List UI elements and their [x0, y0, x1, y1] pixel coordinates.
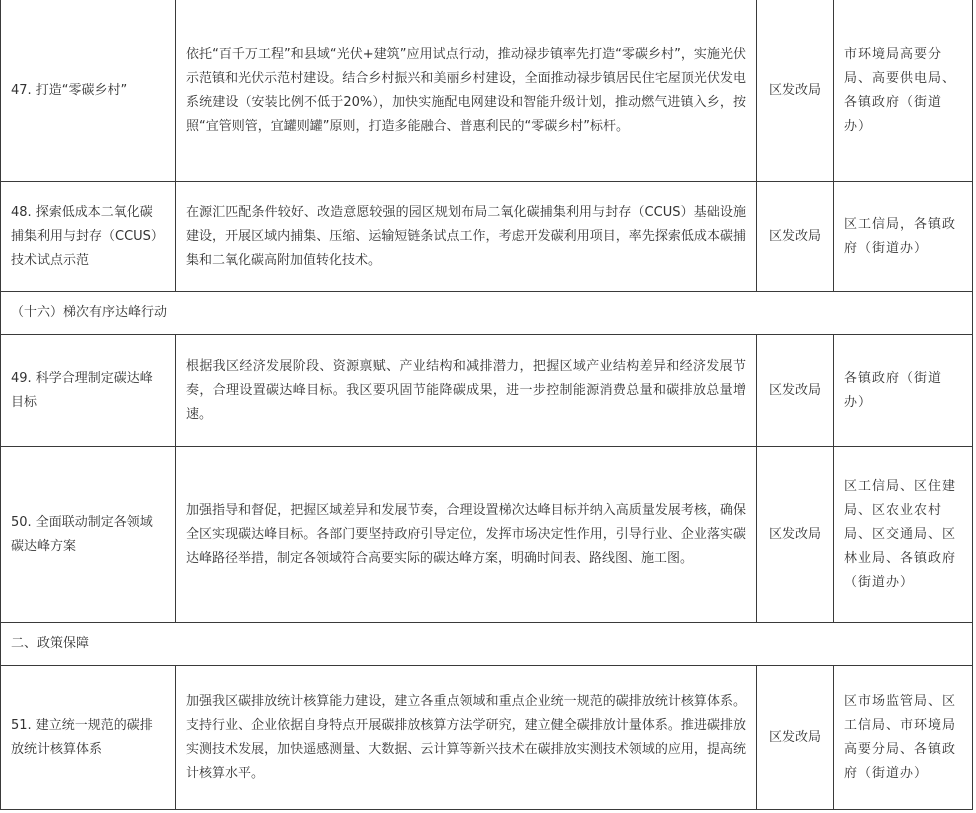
lead-department-cell: 区发改局: [757, 0, 834, 182]
lead-department-cell: 区发改局: [757, 335, 834, 447]
task-cell: 51. 建立统一规范的碳排放统计核算体系: [1, 666, 176, 810]
section-heading: （十六）梯次有序达峰行动: [1, 292, 973, 335]
task-cell: 47. 打造“零碳乡村”: [1, 0, 176, 182]
content-cell: 加强指导和督促，把握区域差异和发展节奏，合理设置梯次达峰目标并纳入高质量发展考核，确保全区实现碳达峰目标。各部门要坚持政府引导定位，发挥市场决定性作用，引导行业、企业落实碳达峰路径举措，制定各领域符合高要实际的碳达峰方案，明确时间表、路线图、施工图。: [176, 447, 757, 623]
section-row: [1, 292, 973, 335]
cooperating-departments-cell: 区工信局、区住建局、区农业农村局、区交通局、区林业局、各镇政府（街道办）: [834, 447, 973, 623]
table-row: [1, 0, 973, 182]
content-cell: 在源汇匹配条件较好、改造意愿较强的园区规划布局二氧化碳捕集利用与封存（CCUS）基础设施建设，开展区域内捕集、压缩、运输短链条试点工作，考虑开发碳利用项目，率先探索低成本碳捕集和二氧化碳高附加值转化技术。: [176, 182, 757, 292]
content-cell: 依托“百千万工程”和县域“光伏+建筑”应用试点行动，推动禄步镇率先打造“零碳乡村”，实施光伏示范镇和光伏示范村建设。结合乡村振兴和美丽乡村建设，全面推动禄步镇居民住宅屋顶光伏发电系统建设（安装比例不低于20%），加快实施配电网建设和智能升级计划，推动燃气进镇入乡，按照“宜管则管，宜罐则罐”原则，打造多能融合、普惠利民的“零碳乡村”标杆。: [176, 0, 757, 182]
table-row: [1, 447, 973, 623]
lead-department-cell: 区发改局: [757, 447, 834, 623]
task-cell: 48. 探索低成本二氧化碳捕集利用与封存（CCUS）技术试点示范: [1, 182, 176, 292]
content-cell: 加强我区碳排放统计核算能力建设，建立各重点领域和重点企业统一规范的碳排放统计核算体系。支持行业、企业依据自身特点开展碳排放核算方法学研究，建立健全碳排放计量体系。推进碳排放实测技术发展，加快遥感测量、大数据、云计算等新兴技术在碳排放实测技术领域的应用，提高统计核算水平。: [176, 666, 757, 810]
section-heading: 二、政策保障: [1, 623, 973, 666]
cooperating-departments-cell: 市环境局高要分局、高要供电局、各镇政府（街道办）: [834, 0, 973, 182]
cooperating-departments-cell: 各镇政府（街道办）: [834, 335, 973, 447]
lead-department-cell: 区发改局: [757, 182, 834, 292]
table-row: [1, 335, 973, 447]
table-row: [1, 182, 973, 292]
cooperating-departments-cell: 区工信局，各镇政府（街道办）: [834, 182, 973, 292]
cooperating-departments-cell: 区市场监管局、区工信局、市环境局高要分局、各镇政府（街道办）: [834, 666, 973, 810]
task-cell: 50. 全面联动制定各领域碳达峰方案: [1, 447, 176, 623]
task-cell: 49. 科学合理制定碳达峰目标: [1, 335, 176, 447]
lead-department-cell: 区发改局: [757, 666, 834, 810]
section-row: [1, 623, 973, 666]
content-cell: 根据我区经济发展阶段、资源禀赋、产业结构和减排潜力，把握区域产业结构差异和经济发展节奏，合理设置碳达峰目标。我区要巩固节能降碳成果，进一步控制能源消费总量和碳排放总量增速。: [176, 335, 757, 447]
table-row: [1, 666, 973, 810]
